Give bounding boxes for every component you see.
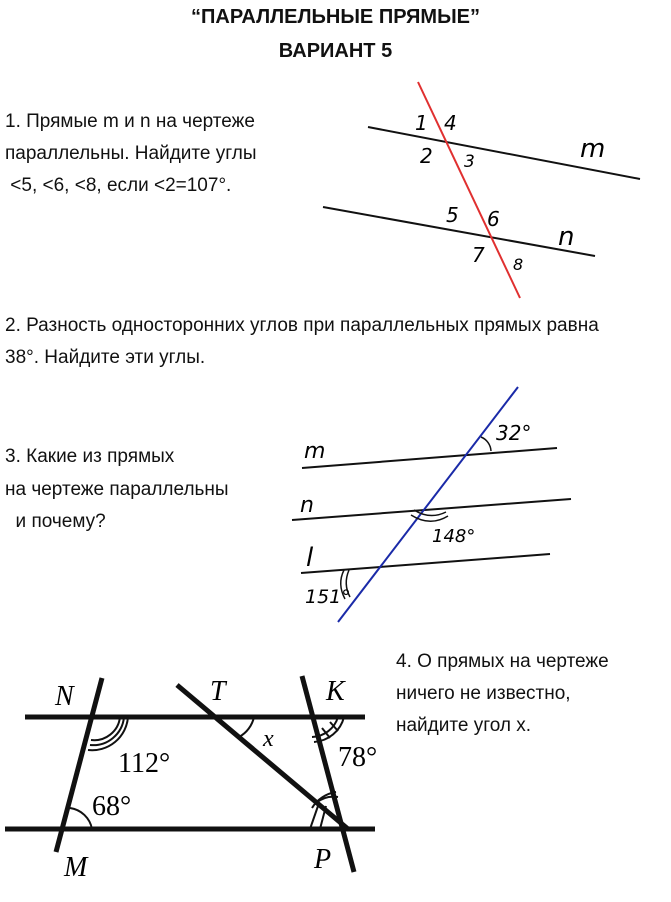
line-n-label: n <box>300 493 314 518</box>
angle-label-8: 8 <box>513 255 524 274</box>
angle-112-label: 112° <box>118 748 171 779</box>
angle-78-label: 78° <box>338 742 378 773</box>
task3-line2: на чертеже параллельны <box>5 479 229 500</box>
label-x: x <box>263 726 274 752</box>
angle-label-2: 2 <box>420 144 433 168</box>
label-K: K <box>326 676 345 707</box>
arc-x <box>239 717 254 737</box>
task4-line3: найдите угол x. <box>396 715 532 736</box>
task4-line2: ничего не известно, <box>396 683 571 704</box>
angle-151-label: 151° <box>305 586 351 608</box>
line-l-label: l <box>306 543 314 573</box>
angle-label-3: 3 <box>464 152 475 172</box>
arc-M <box>70 808 92 829</box>
variant-label: ВАРИАНТ 5 <box>278 40 393 62</box>
task1-line2: параллельны. Найдите углы <box>5 143 257 164</box>
angle-label-6: 6 <box>487 207 500 231</box>
angle-label-5: 5 <box>446 203 459 227</box>
angle-label-4: 4 <box>444 111 457 135</box>
label-P: P <box>314 844 332 875</box>
angle-148-label: 148° <box>432 526 476 547</box>
worksheet-title: “ПАРАЛЛЕЛЬНЫЕ ПРЯМЫЕ” <box>191 6 480 28</box>
label-M: M <box>64 852 88 883</box>
line-n-label: n <box>558 222 575 252</box>
angle-label-7: 7 <box>472 243 485 267</box>
task2-line1: 2. Разность односторонних углов при параллельных прямых равна <box>5 315 599 336</box>
task3-line1: 3. Какие из прямых <box>5 446 175 467</box>
angle-label-1: 1 <box>415 111 428 135</box>
task2-line2: 38°. Найдите эти углы. <box>5 347 206 368</box>
line-m-label: m <box>580 134 606 164</box>
task1-line3: <5, <6, <8, если <2=107°. <box>5 175 232 196</box>
label-N: N <box>55 681 74 712</box>
angle-68-label: 68° <box>92 791 132 822</box>
task1-line1: 1. Прямые m и n на чертеже <box>5 111 255 132</box>
angle-32-label: 32° <box>496 421 532 445</box>
task3-line3: и почему? <box>5 511 106 532</box>
task4-line1: 4. О прямых на чертеже <box>396 651 609 672</box>
label-T: T <box>210 676 226 707</box>
line-m-label: m <box>304 439 326 464</box>
